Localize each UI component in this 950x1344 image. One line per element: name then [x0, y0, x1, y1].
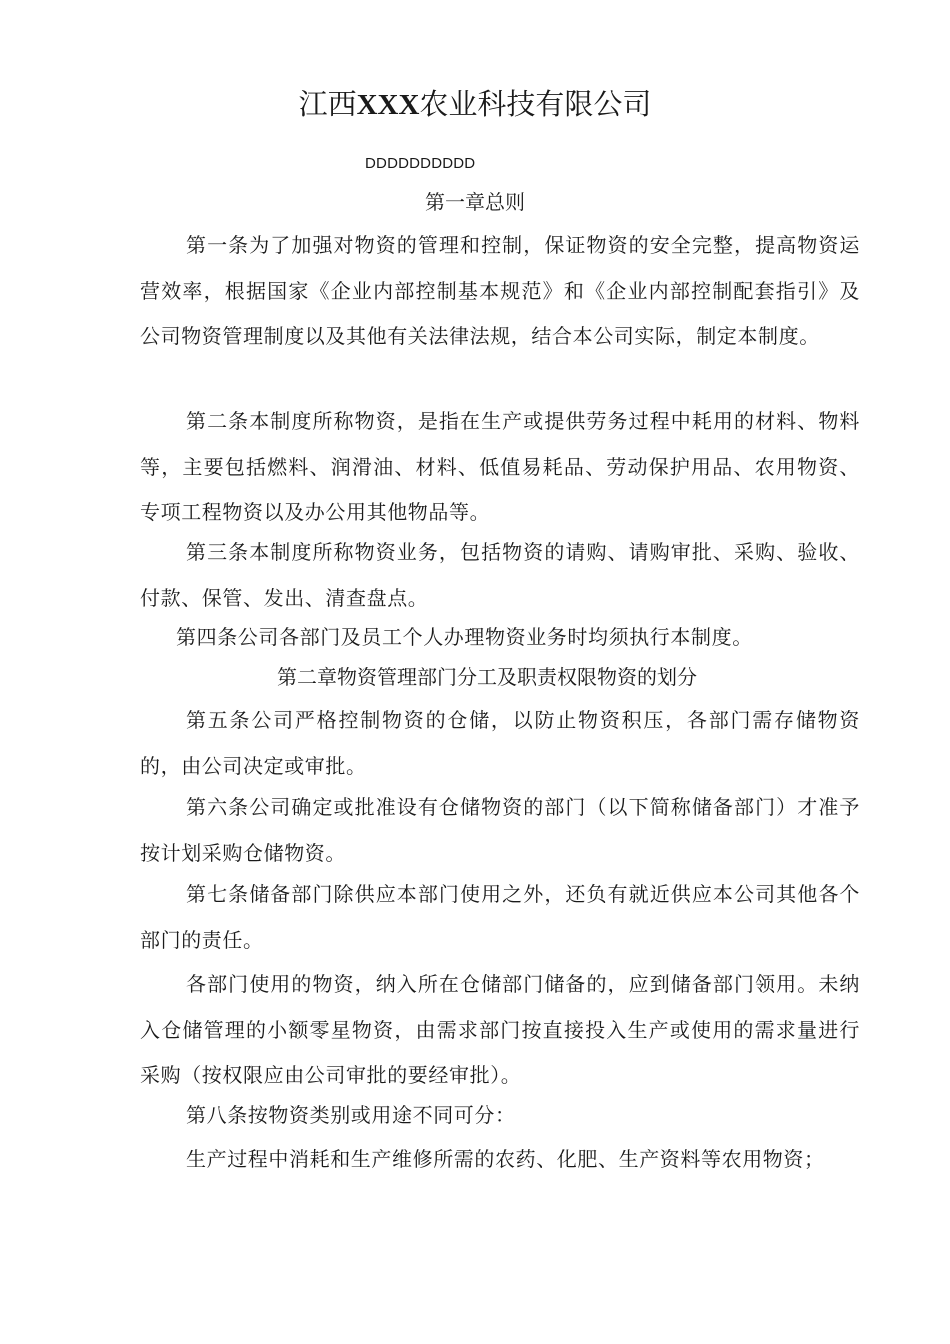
article-4: 第四条公司各部门及员工个人办理物资业务时均须执行本制度。 [176, 625, 753, 649]
article-8: 第八条按物资类别或用途不同可分： [186, 1103, 516, 1127]
article-3: 第三条本制度所称物资业务，包括物资的请购、请购审批、采购、验收、付款、保管、发出、清查盘点。 [140, 540, 860, 610]
title-company-placeholder: XXX [356, 89, 420, 121]
chapter-2-heading: 第二章物资管理部门分工及职责权限物资的划分 [277, 665, 697, 689]
document-code: DDDDDDDDDD [365, 155, 476, 172]
title-suffix: 农业科技有限公司 [419, 87, 652, 121]
article-5: 第五条公司严格控制物资的仓储，以防止物资积压，各部门需存储物资的，由公司决定或审批。 [140, 708, 860, 778]
article-7: 第七条储备部门除供应本部门使用之外，还负有就近供应本公司其他各个部门的责任。 [140, 882, 860, 952]
article-2: 第二条本制度所称物资，是指在生产或提供劳务过程中耗用的材料、物料等，主要包括燃料、润滑油、材料、低值易耗品、劳动保护用品、农用物资、专项工程物资以及办公用其他物品等。 [140, 409, 860, 524]
document-title [0, 84, 950, 125]
chapter-1-heading: 第一章总则 [425, 190, 525, 214]
article-7-note: 各部门使用的物资，纳入所在仓储部门储备的，应到储备部门领用。未纳入仓储管理的小额零星物资，由需求部门按直接投入生产或使用的需求量进行采购（按权限应由公司审批的要经审批）。 [140, 972, 860, 1087]
article-8-item-1: 生产过程中消耗和生产维修所需的农药、化肥、生产资料等农用物资； [186, 1147, 825, 1171]
title-prefix: 江西 [298, 87, 357, 121]
article-1: 第一条为了加强对物资的管理和控制，保证物资的安全完整，提高物资运营效率，根据国家《企业内部控制基本规范》和《企业内部控制配套指引》及公司物资管理制度以及其他有关法律法规，结合本公司实际，制定本制度。 [140, 233, 860, 348]
article-6: 第六条公司确定或批准设有仓储物资的部门（以下简称储备部门）才准予按计划采购仓储物资。 [140, 795, 860, 865]
